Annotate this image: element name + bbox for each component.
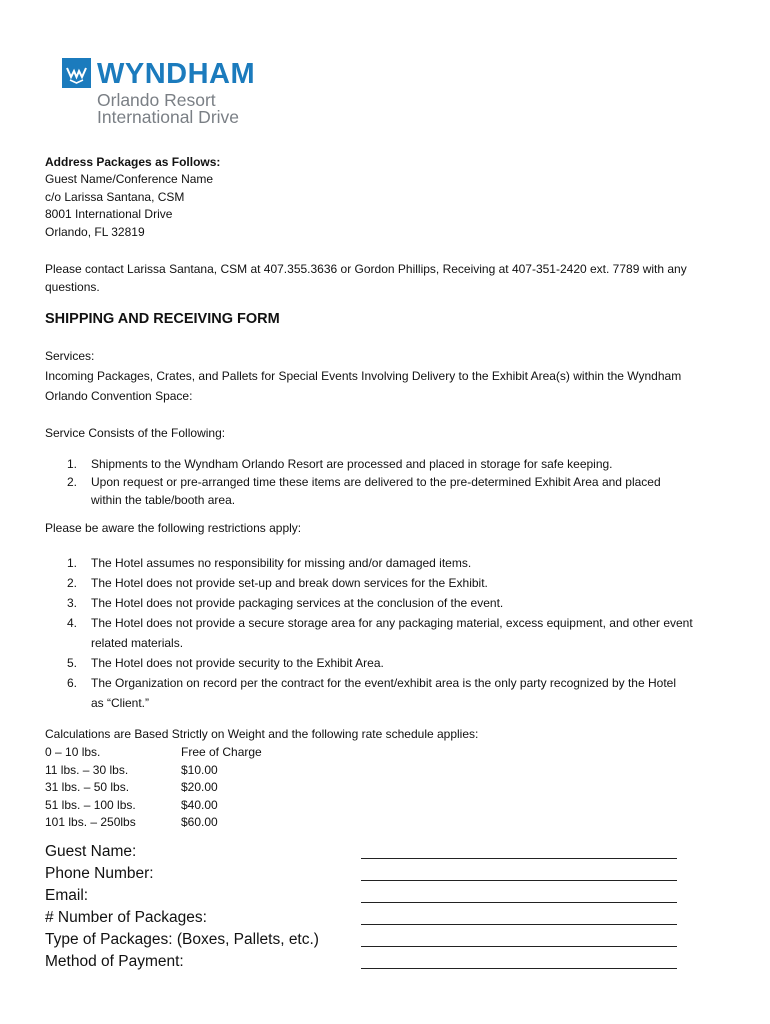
logo-subtitle-line1: Orlando Resort bbox=[97, 90, 216, 110]
list-item: 6. The Organization on record per the contract for the event/exhibit area is the only party recognized by the Hotel as “Client.” bbox=[67, 676, 676, 710]
restrictions-list bbox=[45, 553, 693, 713]
rate-schedule bbox=[45, 745, 345, 833]
field-label: # Number of Packages: bbox=[45, 909, 207, 926]
address-line: c/o Larissa Santana, CSM bbox=[45, 189, 185, 204]
form-field-email bbox=[45, 886, 685, 908]
restrictions-label: Please be aware the following restrictions apply: bbox=[45, 521, 302, 535]
list-item: 2. The Hotel does not provide set-up and break down services for the Exhibit. bbox=[67, 576, 488, 590]
number-of-packages-blank[interactable] bbox=[361, 924, 677, 925]
contact-text: questions. bbox=[45, 280, 100, 294]
form-title: SHIPPING AND RECEIVING FORM bbox=[45, 311, 280, 327]
wyndham-emblem-icon bbox=[62, 58, 91, 88]
services-label: Services: bbox=[45, 349, 95, 363]
address-line: Guest Name/Conference Name bbox=[45, 172, 214, 186]
service-consists-label: Service Consists of the Following: bbox=[45, 426, 226, 440]
method-of-payment-blank[interactable] bbox=[361, 968, 677, 969]
list-item: 5. The Hotel does not provide security to the Exhibit Area. bbox=[67, 656, 384, 670]
rate-weight: 101 lbs. – 250lbs bbox=[45, 815, 136, 829]
rate-price: Free of Charge bbox=[181, 745, 262, 759]
address-heading: Address Packages as Follows: bbox=[45, 155, 221, 169]
rate-row bbox=[45, 798, 345, 816]
field-label: Type of Packages: (Boxes, Pallets, etc.) bbox=[45, 931, 319, 948]
guest-name-blank[interactable] bbox=[361, 858, 677, 859]
rate-price: $60.00 bbox=[181, 815, 218, 829]
guest-info-form bbox=[45, 842, 685, 974]
list-item: 4. The Hotel does not provide a secure storage area for any packaging material, excess equipment, and other event related materials. bbox=[67, 616, 693, 650]
phone-number-blank[interactable] bbox=[361, 880, 677, 881]
form-field-method-of-payment bbox=[45, 952, 685, 974]
rates-label: Calculations are Based Strictly on Weight and the following rate schedule applies: bbox=[45, 727, 479, 741]
form-field-number-of-packages bbox=[45, 908, 685, 930]
services-description: Incoming Packages, Crates, and Pallets for Special Events Involving Delivery to the Exhibit Area(s) within the Wyndham bbox=[45, 369, 682, 383]
list-item: 1. The Hotel assumes no responsibility for missing and/or damaged items. bbox=[67, 556, 472, 570]
rate-row bbox=[45, 745, 345, 763]
list-item: 1. Shipments to the Wyndham Orlando Resort are processed and placed in storage for safe keeping. bbox=[67, 457, 613, 471]
field-label: Email: bbox=[45, 887, 89, 904]
rate-weight: 11 lbs. – 30 lbs. bbox=[45, 762, 129, 777]
field-label: Method of Payment: bbox=[45, 953, 184, 970]
rate-weight: 31 lbs. – 50 lbs. bbox=[45, 780, 130, 794]
address-line: 8001 International Drive bbox=[45, 207, 173, 221]
field-label: Phone Number: bbox=[45, 865, 154, 882]
rate-weight: 51 lbs. – 100 lbs. bbox=[45, 797, 136, 812]
field-label: Guest Name: bbox=[45, 843, 137, 860]
contact-text: Please contact Larissa Santana, CSM at 407.355.3636 or Gordon Phillips, Receiving at 407-351-2420 ext. 7789 with any bbox=[45, 262, 687, 276]
rate-weight: 0 – 10 lbs. bbox=[45, 745, 101, 759]
rate-price: $40.00 bbox=[181, 797, 218, 812]
form-field-type-of-packages bbox=[45, 930, 685, 952]
logo-brand-name: WYNDHAM bbox=[97, 58, 256, 90]
rate-row bbox=[45, 815, 345, 833]
email-blank[interactable] bbox=[361, 902, 677, 903]
services-description: Orlando Convention Space: bbox=[45, 389, 193, 403]
rate-row bbox=[45, 763, 345, 781]
services-list bbox=[45, 455, 661, 509]
rate-price: $10.00 bbox=[181, 762, 218, 777]
rate-price: $20.00 bbox=[181, 780, 218, 794]
address-line: Orlando, FL 32819 bbox=[45, 224, 145, 239]
type-of-packages-blank[interactable] bbox=[361, 946, 677, 947]
list-item: 3. The Hotel does not provide packaging services at the conclusion of the event. bbox=[67, 596, 504, 610]
rate-row bbox=[45, 780, 345, 798]
form-field-phone-number bbox=[45, 864, 685, 886]
logo-subtitle-line2: International Drive bbox=[97, 107, 240, 127]
form-field-guest-name bbox=[45, 842, 685, 864]
list-item: 2. Upon request or pre-arranged time these items are delivered to the pre-determined Exhibit Area and placed within the table/booth area. bbox=[67, 475, 661, 507]
